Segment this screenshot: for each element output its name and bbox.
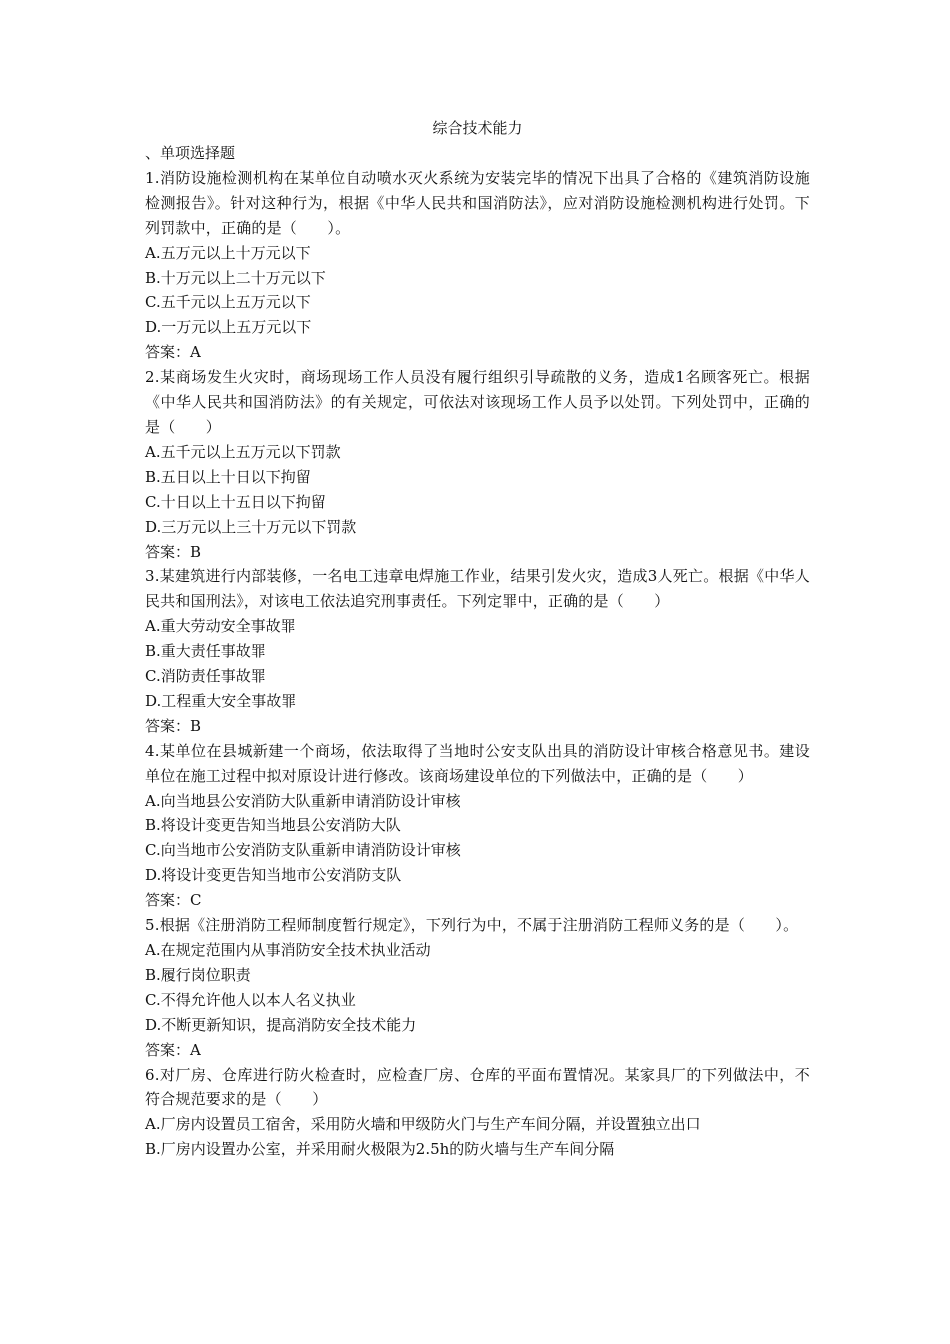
question-3 [145,564,810,738]
answer: 答案：B [145,716,202,735]
option-c: C.向当地市公安消防支队重新申请消防设计审核 [145,841,461,860]
question-2 [145,365,810,564]
question-stem: 2.某商场发生火灾时，商场现场工作人员没有履行组织引导疏散的义务，造成1名顾客死亡。根据《中华人民共和国消防法》的有关规定，可依法对该现场工作人员予以处罚。下列处罚中，正确的是（ ） [145,368,810,436]
option-b: B.重大责任事故罪 [145,642,266,661]
answer: 答案：A [145,1040,201,1059]
document-title: 综合技术能力 [432,119,523,137]
question-stem: 6.对厂房、仓库进行防火检查时，应检查厂房、仓库的平面布置情况。某家具厂的下列做法中，不符合规范要求的是（ ） [145,1065,810,1109]
option-b: B.履行岗位职责 [145,965,251,984]
option-b: B.将设计变更告知当地县公安消防大队 [145,816,401,835]
option-b: B.五日以上十日以下拘留 [145,467,311,486]
question-4 [145,739,810,913]
question-stem: 1.消防设施检测机构在某单位自动喷水灭火系统为安装完毕的情况下出具了合格的《建筑消防设施检测报告》。针对这种行为，根据《中华人民共和国消防法》，应对消防设施检测机构进行处罚。下列罚款中，正确的是（ ）。 [145,168,810,237]
option-a: A.重大劳动安全事故罪 [145,617,296,636]
option-a: A.五万元以上十万元以下 [145,243,311,262]
answer: 答案：B [145,542,202,561]
option-d: D.三万元以上三十万元以下罚款 [145,517,357,536]
document-body [145,116,810,1162]
question-1 [145,166,810,365]
option-d: D.不断更新知识，提高消防安全技术能力 [145,1015,417,1034]
option-a: A.五千元以上五万元以下罚款 [145,442,341,461]
option-c: C.消防责任事故罪 [145,667,266,686]
option-c: C.五千元以上五万元以下 [145,293,311,312]
question-5 [145,913,810,1062]
option-c: C.十日以上十五日以下拘留 [145,492,326,511]
question-stem: 5.根据《注册消防工程师制度暂行规定》，下列行为中，不属于注册消防工程师义务的是（ ）。 [145,916,799,935]
option-d: D.将设计变更告知当地市公安消防支队 [145,866,402,885]
section-heading: 、单项选择题 [145,144,236,162]
option-a: A.厂房内设置员工宿舍，采用防火墙和甲级防火门与生产车间分隔，并设置独立出口 [145,1115,701,1134]
option-a: A.在规定范围内从事消防安全技术执业活动 [145,941,431,959]
question-stem: 4.某单位在县城新建一个商场，依法取得了当地时公安支队出具的消防设计审核合格意见书。建设单位在施工过程中拟对原设计进行修改。该商场建设单位的下列做法中，正确的是（ ） [145,741,810,785]
option-d: D.一万元以上五万元以下 [145,318,312,337]
question-6 [145,1063,810,1163]
question-stem: 3.某建筑进行内部装修，一名电工违章电焊施工作业，结果引发火灾，造成3人死亡。根据《中华人民共和国刑法》，对该电工依法追究刑事责任。下列定罪中，正确的是（ ） [145,567,810,611]
option-d: D.工程重大安全事故罪 [145,691,297,710]
answer: 答案：A [145,343,201,362]
option-a: A.向当地县公安消防大队重新申请消防设计审核 [145,791,461,810]
answer: 答案：C [145,891,202,910]
option-b: B.厂房内设置办公室，并采用耐火极限为2.5h的防火墙与生产车间分隔 [145,1140,615,1159]
option-b: B.十万元以上二十万元以下 [145,268,326,287]
option-c: C.不得允许他人以本人名义执业 [145,990,356,1009]
